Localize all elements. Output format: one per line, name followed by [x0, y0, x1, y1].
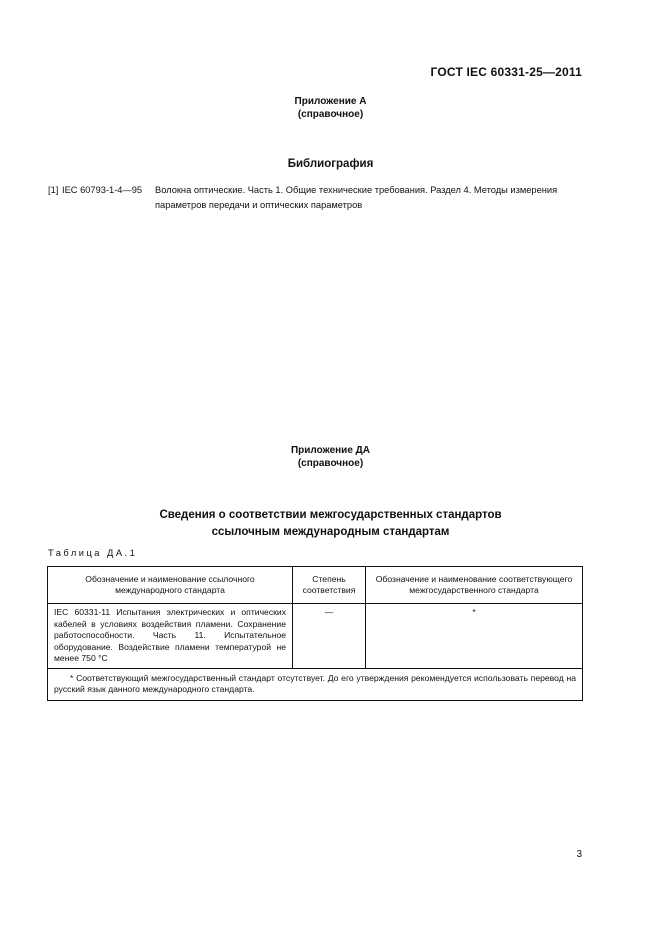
- table-row: [48, 604, 583, 669]
- bibliography-entry-number: [1]: [48, 185, 59, 195]
- page-number: 3: [576, 849, 582, 860]
- annex-a-title: Приложение А: [294, 96, 367, 107]
- correspondence-table: [47, 566, 583, 701]
- bibliography-entry-title: [155, 183, 595, 213]
- correspondence-heading-line: ссылочным международным стандартам: [211, 526, 450, 538]
- annex-a-title-block: [0, 96, 661, 121]
- annex-da-subtitle: (справочное): [297, 457, 364, 469]
- bibliography-entry: [48, 183, 588, 210]
- bibliography-heading: Библиография: [287, 158, 374, 170]
- annex-da-title: Приложение ДА: [290, 445, 371, 456]
- table-footnote: * Соответствующий межгосударственный стандарт отсутствует. До его утверждения рекомендуется использовать перевод на русский язык данного международного стандарта.: [48, 668, 583, 700]
- table-footnote-row: [48, 668, 583, 700]
- annex-a-subtitle: (справочное): [297, 108, 364, 120]
- bibliography-entry-line: Волокна оптические. Часть 1. Общие технические требования. Раздел 4. Методы измерения: [155, 185, 558, 195]
- cell-degree: —: [293, 604, 366, 669]
- bibliography-entry-line: параметров передачи и оптических параметров: [155, 200, 363, 210]
- annex-da-title-block: [0, 445, 661, 470]
- document-code: ГОСТ IEC 60331-25—2011: [430, 65, 582, 79]
- correspondence-heading-line: Сведения о соответствии межгосударственных стандартов: [159, 509, 502, 521]
- cell-reference-standard: IEC 60331-11 Испытания электрических и оптических кабелей в условиях воздействия пламени. Сохранение работоспособности. Часть 11. Испытательное оборудование. Воздействие пламени температурой не менее 750 °С: [48, 604, 293, 669]
- table-header-row: [48, 567, 583, 604]
- correspondence-heading: [0, 507, 661, 541]
- header-degree-of-correspondence: Степень соответствия: [293, 567, 366, 604]
- cell-interstate-standard: *: [366, 604, 583, 669]
- table-label: Таблица ДА.1: [48, 548, 138, 558]
- header-interstate-standard: Обозначение и наименование соответствующего межгосударственного стандарта: [366, 567, 583, 604]
- bibliography-entry-code: IEC 60793-1-4—95: [62, 185, 143, 195]
- header-reference-standard: Обозначение и наименование ссылочного международного стандарта: [48, 567, 293, 604]
